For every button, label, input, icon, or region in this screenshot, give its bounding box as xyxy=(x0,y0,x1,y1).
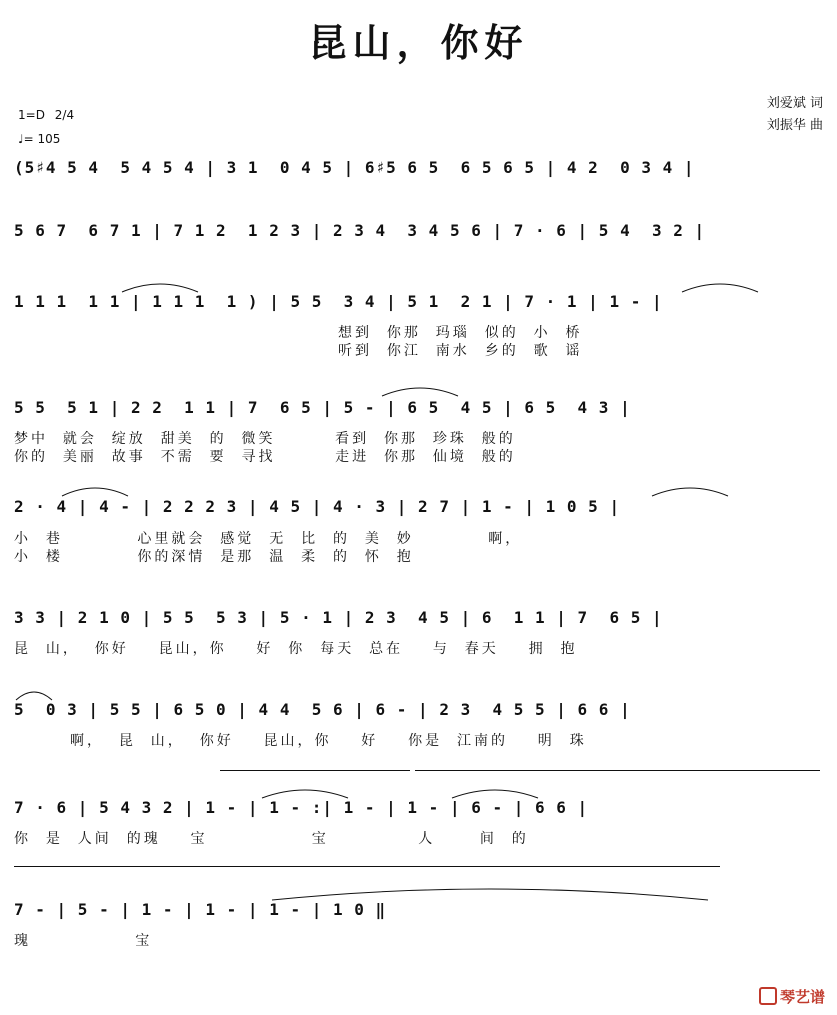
lyric-row-4-verse-1: 梦中 就会 绽放 甜美 的 微笑 看到 你那 珍珠 般的 xyxy=(14,431,516,447)
lyric-row-3-verse-1: 想到 你那 玛瑙 似的 小 桥 xyxy=(338,325,583,341)
site-logo xyxy=(759,986,825,1007)
lyric-row-5-verse-2: 小 楼 你的深情 是那 温 柔 的 怀 抱 xyxy=(14,549,414,565)
notation-row-9: 7 - | 5 - | 1 - | 1 - | 1 - | 1 0 ‖ xyxy=(14,900,387,919)
lyric-row-9: 瑰 宝 xyxy=(14,933,153,949)
slur-mark xyxy=(650,484,730,498)
notation-row-4: 5 5 5 1 | 2 2 1 1 | 7 6 5 | 5 - | 6 5 4 5 | 6 5 4 3 | xyxy=(14,398,631,417)
slur-mark xyxy=(60,484,130,498)
tie-line xyxy=(14,866,720,867)
slur-mark xyxy=(380,384,460,398)
lyric-row-5-verse-1: 小 巷 心里就会 感觉 无 比 的 美 妙 啊， xyxy=(14,531,523,547)
notation-row-8: 7 · 6 | 5 4 3 2 | 1 - | 1 - :| 1 - | 1 - | 6 - | 6 6 | xyxy=(14,798,589,817)
lyric-row-8: 你 是 人间 的瑰 宝 宝 人 间 的 xyxy=(14,831,529,847)
notation-row-3: 1 1 1 1 1 | 1 1 1 1 ) | 5 5 3 4 | 5 1 2 1 | 7 · 1 | 1 - | xyxy=(14,292,663,311)
tempo-marking: ♩= 105 xyxy=(18,132,61,146)
key-label: 1=D xyxy=(18,108,45,122)
slur-mark xyxy=(260,786,350,800)
time-signature: 2/4 xyxy=(54,108,75,122)
slur-mark xyxy=(680,280,760,294)
lyric-row-3-verse-2: 听到 你江 南水 乡的 歌 谣 xyxy=(338,343,583,359)
slur-mark xyxy=(450,786,540,800)
lyricist-credit: 刘爱斌 词 xyxy=(766,96,823,111)
logo-icon xyxy=(759,987,777,1005)
second-ending-bracket xyxy=(415,770,820,771)
lyric-row-4-verse-2: 你的 美丽 故事 不需 要 寻找 走进 你那 仙境 般的 xyxy=(14,449,516,465)
notation-row-7: 5 0 3 | 5 5 | 6 5 0 | 4 4 5 6 | 6 - | 2 3 4 5 5 | 6 6 | xyxy=(14,700,631,719)
notation-row-1: (5♯4 5 4 5 4 5 4 | 3 1 0 4 5 | 6♯5 6 5 6 5 6 5 | 4 2 0 3 4 | xyxy=(14,158,695,177)
slur-mark xyxy=(14,688,54,702)
key-signature xyxy=(18,108,74,122)
slur-mark xyxy=(120,280,200,294)
logo-text: 琴艺谱 xyxy=(779,988,825,1006)
notation-row-2: 5 6 7 6 7 1 | 7 1 2 1 2 3 | 2 3 4 3 4 5 6 | 7 · 6 | 5 4 3 2 | xyxy=(14,221,706,240)
slur-mark xyxy=(270,886,710,902)
lyric-row-6: 昆 山， 你好 昆山，你 好 你 每天 总在 与 春天 拥 抱 xyxy=(14,641,578,657)
lyric-row-7: 啊， 昆 山， 你好 昆山，你 好 你是 江南的 明 珠 xyxy=(70,733,587,749)
notation-row-6: 3 3 | 2 1 0 | 5 5 5 3 | 5 · 1 | 2 3 4 5 | 6 1 1 | 7 6 5 | xyxy=(14,608,663,627)
notation-row-5: 2 · 4 | 4 - | 2 2 2 3 | 4 5 | 4 · 3 | 2 7 | 1 - | 1 0 5 | xyxy=(14,497,621,516)
first-ending-bracket xyxy=(220,770,410,771)
composer-credit: 刘振华 曲 xyxy=(766,118,823,133)
song-title: 昆山，你好 xyxy=(308,21,529,65)
